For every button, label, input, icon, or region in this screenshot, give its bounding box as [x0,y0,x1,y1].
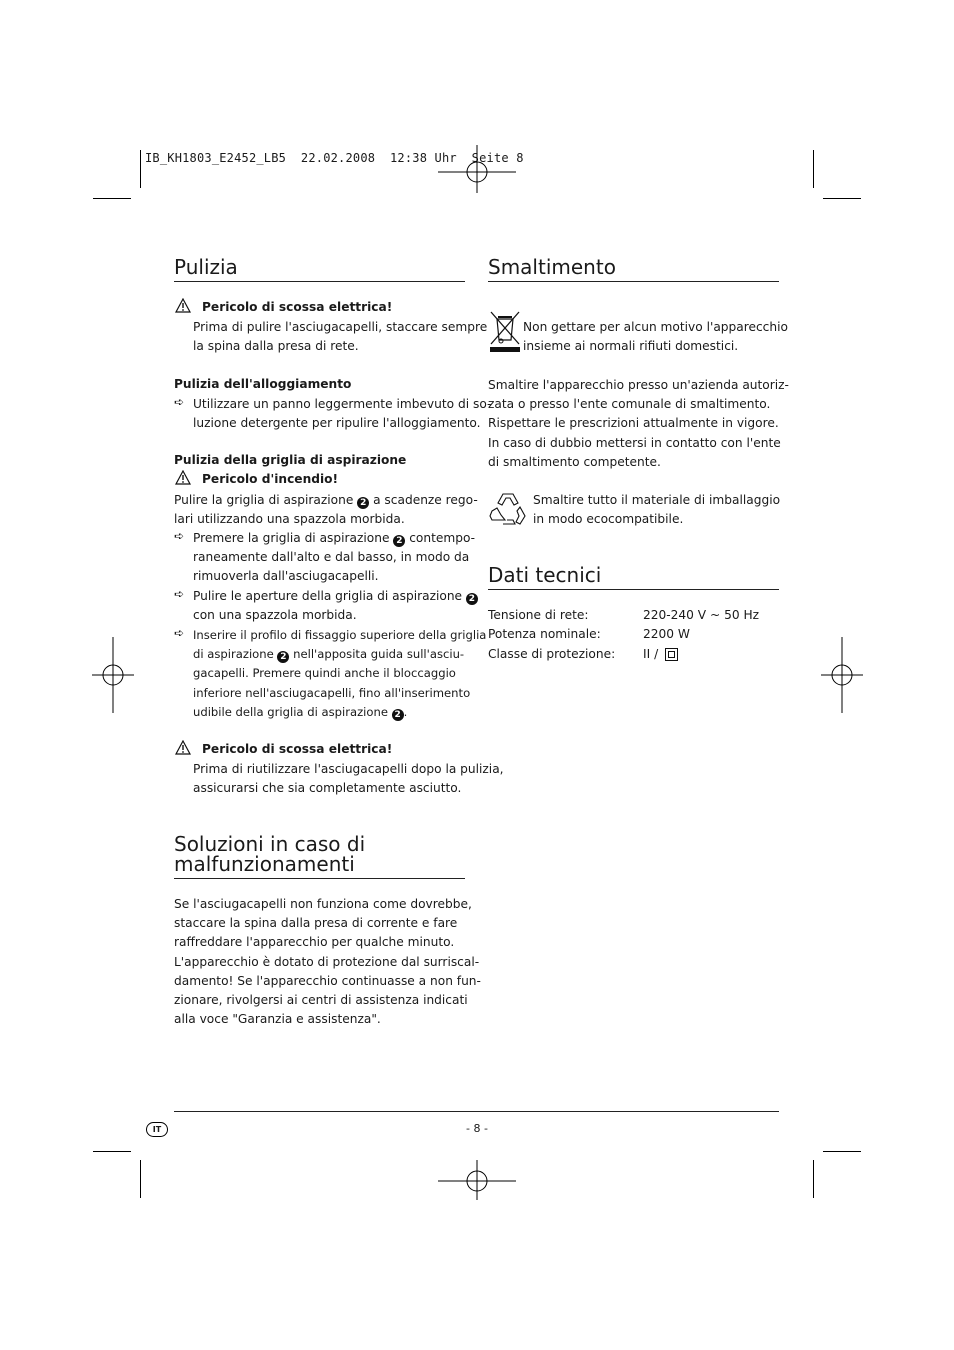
griglia-paragraph: Pulire la griglia di aspirazione 2 a scadenze rego- lari utilizzando una spazzola morbida. [174,493,478,527]
spec-value: 220-240 V ~ 50 Hz [643,608,760,622]
reference-number-badge: 2 [392,709,404,721]
crop-mark [140,1160,141,1198]
subheading-griglia: Pulizia della griglia di aspirazione [174,453,407,467]
spec-value: 2200 W [643,627,690,641]
section-divider [488,589,779,590]
warning-triangle-icon [175,740,191,755]
instruction-text: Pulire le aperture della griglia di aspirazione 2 con una spazzola morbida. [193,587,478,625]
crop-mark [813,150,814,188]
section-divider [488,281,779,282]
spec-value: II / [643,647,659,661]
recycle-icon [489,490,527,528]
crop-mark [823,1151,861,1152]
recycle-text: Smaltire tutto il materiale di imballaggio in modo ecocompatibile. [533,493,781,527]
registration-mark-icon [438,145,516,193]
warning-title: Pericolo di scossa elettrica! [202,300,393,314]
arrow-bullet-icon: ➪ [174,395,185,409]
arrow-bullet-icon: ➪ [174,587,185,601]
double-insulation-icon [665,648,678,661]
spec-label: Potenza nominale: [488,627,601,641]
section-title-dati: Dati tecnici [488,563,602,587]
section-title-smaltimento: Smaltimento [488,255,616,279]
reference-number-badge: 2 [393,535,405,547]
language-badge: IT [146,1122,168,1137]
reference-number-badge: 2 [466,593,478,605]
crop-mark [93,198,131,199]
warning-title: Pericolo di scossa elettrica! [202,742,393,756]
smaltimento-paragraph: Smaltire l'apparecchio presso un'azienda autoriz- zata o presso l'ente comunale di smaltimento. Rispettare le prescrizioni attualmente in vigore. In caso di dubbio mettersi in contatto con l'ente di smaltimento competente. [488,378,789,469]
section-title-pulizia: Pulizia [174,255,238,279]
instruction-text: Premere la griglia di aspirazione 2 contempo- raneamente dall'alto e dal basso, in modo da rimuoverla dall'asciugacapelli. [193,531,476,584]
reference-number-badge: 2 [357,497,369,509]
arrow-bullet-icon: ➪ [174,626,185,640]
instruction-text: Inserire il profilo di fissaggio superiore della griglia di aspirazione 2 nell'apposita guida sull'asciu- gacapelli. Premere quindi anche il bloccaggio inferiore nell'asciugacapelli, fino all'inserimento udibile della griglia di aspirazione 2 . [193,628,487,720]
section-title-soluzioni: Soluzioni in caso di malfunzionamenti [174,832,366,876]
warning-text: Prima di riutilizzare l'asciugacapelli dopo la pulizia, assicurarsi che sia completamente asciutto. [193,762,504,796]
instruction-text: Utilizzare un panno leggermente imbevuto di so- luzione detergente per ripulire l'alloggiamento. [193,397,492,431]
warning-text: Prima di pulire l'asciugacapelli, staccare sempre la spina dalla presa di rete. [193,320,488,354]
fire-warning-title: Pericolo d'incendio! [202,472,339,486]
registration-mark-icon [92,637,134,713]
page-number: - 8 - [466,1122,488,1135]
weee-text: Non gettare per alcun motivo l'apparecchio insieme ai normali rifiuti domestici. [523,320,788,354]
arrow-bullet-icon: ➪ [174,529,185,543]
subheading-alloggiamento: Pulizia dell'alloggiamento [174,377,352,391]
crop-mark [823,198,861,199]
registration-mark-icon [821,637,863,713]
crossed-bin-icon [489,310,521,354]
spec-label: Tensione di rete: [488,608,589,622]
footer-divider [174,1111,779,1112]
spec-label: Classe di protezione: [488,647,616,661]
crop-mark [140,150,141,188]
reference-number-badge: 2 [277,651,289,663]
soluzioni-paragraph: Se l'asciugacapelli non funziona come dovrebbe, staccare la spina dalla presa di corrente e fare raffreddare l'apparecchio per qualche minuto. L'apparecchio è dotato di protezione dal surriscal- damento! Se l'apparecchio continuasse a non fun- zionare, rivolgersi ai centri di assistenza indicati alla voce "Garanzia e assistenza". [174,897,481,1027]
warning-triangle-icon [175,470,191,485]
section-divider [174,878,465,879]
registration-mark-icon [438,1160,516,1200]
crop-mark [813,1160,814,1198]
crop-mark [93,1151,131,1152]
warning-triangle-icon [175,298,191,313]
print-header: IB_KH1803_E2452_LB5 22.02.2008 12:38 Uhr Seite 8 [145,151,524,165]
section-divider [174,281,465,282]
